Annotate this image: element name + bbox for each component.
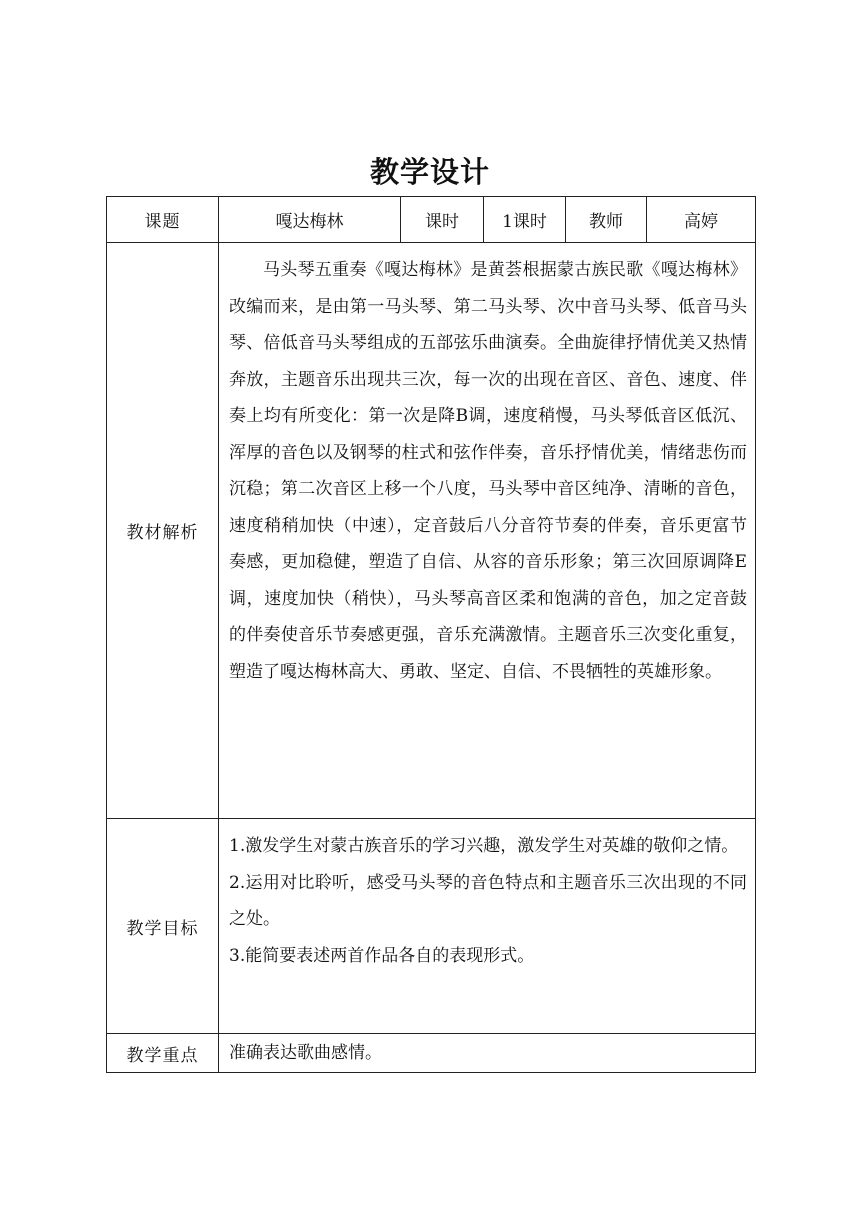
goal-item-3: 3.能简要表述两首作品各自的表现形式。 <box>229 945 535 966</box>
header-row <box>107 197 756 243</box>
lesson-plan-table <box>106 196 756 1073</box>
period-value: 1课时 <box>484 197 566 243</box>
period-label: 课时 <box>401 197 484 243</box>
topic-value: 嘎达梅林 <box>219 197 401 243</box>
teacher-value: 高婷 <box>647 197 756 243</box>
analysis-cell <box>219 243 756 819</box>
key-points-row <box>107 1034 756 1073</box>
teacher-label: 教师 <box>566 197 647 243</box>
key-points-label: 教学重点 <box>107 1034 219 1073</box>
goals-label: 教学目标 <box>107 819 219 1034</box>
goal-item-1: 1.激发学生对蒙古族音乐的学习兴趣，激发学生对英雄的敬仰之情。 <box>229 836 739 856</box>
page-title: 教学设计 <box>369 155 490 189</box>
topic-label: 课题 <box>107 197 219 243</box>
goal-item-2: 2.运用对比聆听，感受马头琴的音色特点和主题音乐三次出现的不同之处。 <box>229 872 747 929</box>
analysis-label: 教材解析 <box>107 243 219 819</box>
key-points-text: 准确表达歌曲感情。 <box>219 1034 756 1073</box>
goals-cell <box>219 819 756 1034</box>
analysis-row <box>107 243 756 819</box>
goals-row <box>107 819 756 1034</box>
analysis-text: 马头琴五重奏《嘎达梅林》是黄荟根据蒙古族民歌《嘎达梅林》改编而来，是由第一马头琴、第二马头琴、次中音马头琴、低音马头琴、倍低音马头琴组成的五部弦乐曲演奏。全曲旋律抒情优美又热情奔放，主题音乐出现共三次，每一次的出现在音区、音色、速度、伴奏上均有所变化：第一次是降B调，速度稍慢，马头琴低音区低沉、浑厚的音色以及钢琴的柱式和弦作伴奏，音乐抒情优美，情绪悲伤而沉稳；第二次音区上移一个八度，马头琴中音区纯净、清晰的音色，速度稍稍加快（中速），定音鼓后八分音符节奏的伴奏，音乐更富节奏感，更加稳健，塑造了自信、从容的音乐形象；第三次回原调降E调，速度加快（稍快），马头琴高音区柔和饱满的音色，加之定音鼓的伴奏使音乐节奏感更强，音乐充满激情。主题音乐三次变化重复，塑造了嘎达梅林高大、勇敢、坚定、自信、不畏牺牲的英雄形象。 <box>229 260 747 682</box>
